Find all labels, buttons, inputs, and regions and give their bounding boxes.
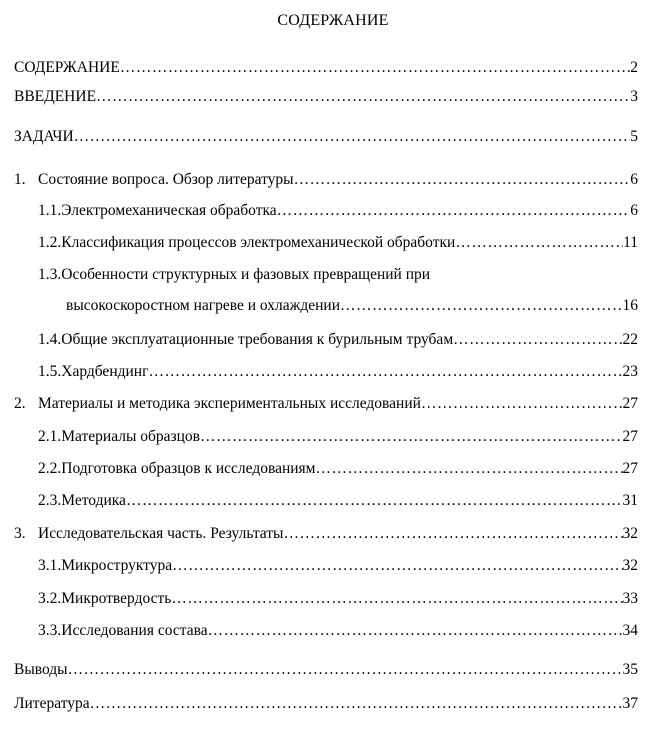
- toc-entry[interactable]: [38, 265, 638, 285]
- leader-dots: [294, 170, 631, 190]
- toc-entry-number: 1.1.: [38, 202, 62, 219]
- leader-dots: [340, 296, 623, 316]
- toc-entry-page: 2: [630, 59, 638, 76]
- toc-entry-number: 3.2.: [38, 590, 62, 607]
- toc-entry[interactable]: [14, 694, 638, 714]
- toc-entry[interactable]: [38, 427, 638, 447]
- toc-entry-text: Исследования состава: [61, 622, 208, 639]
- leader-dots: [148, 362, 622, 382]
- toc-entry-number: 3.3.: [38, 622, 62, 639]
- toc-entry[interactable]: [38, 589, 638, 609]
- toc-entry-text: СОДЕРЖАНИЕ: [14, 59, 120, 76]
- toc-entry-text: Литература: [14, 695, 90, 712]
- toc-entry-page: 32: [622, 525, 638, 542]
- toc-entry-number: 1.3.: [38, 266, 62, 283]
- toc-entry-text: Исследовательская часть. Результаты: [38, 525, 284, 542]
- toc-entry-page: 32: [622, 557, 638, 574]
- toc-entry-page: 16: [622, 297, 638, 314]
- toc-entry-number: 2.2.: [38, 460, 62, 477]
- leader-dots: [171, 589, 622, 609]
- toc-entry[interactable]: [38, 330, 638, 350]
- page-title: СОДЕРЖАНИЕ: [277, 12, 389, 29]
- toc-entry[interactable]: [14, 660, 638, 680]
- toc-entry-page: 22: [622, 331, 638, 348]
- toc-entry-text: ЗАДАЧИ: [14, 128, 74, 145]
- toc-entry-page: 35: [622, 661, 638, 678]
- toc-entry-text: Электромеханическая обработка: [61, 202, 277, 219]
- toc-entry-number: 2.: [14, 395, 26, 412]
- leader-dots: [172, 556, 622, 576]
- toc-entry-text: Хардбендинг: [61, 363, 149, 380]
- toc-entry-page: 5: [630, 128, 638, 145]
- leader-dots: [208, 621, 623, 641]
- toc-entry-text: Классификация процессов электромеханической обработки: [61, 234, 456, 251]
- leader-dots: [453, 330, 622, 350]
- leader-dots: [74, 127, 631, 147]
- toc-entry-text: Методика: [61, 492, 126, 509]
- toc-entry[interactable]: [14, 524, 638, 544]
- toc-entry[interactable]: [38, 459, 638, 479]
- toc-entry-text: Состояние вопроса. Обзор литературы: [38, 171, 294, 188]
- toc-entry[interactable]: [14, 127, 638, 147]
- toc-entry-text: Общие эксплуатационные требования к бурильным трубам: [61, 331, 454, 348]
- toc-entry-page: 27: [622, 395, 638, 412]
- toc-entry[interactable]: [38, 556, 638, 576]
- toc-entry-number: 3.1.: [38, 557, 62, 574]
- toc-entry-text: ВВЕДЕНИЕ: [14, 88, 97, 105]
- toc-entry-number: 1.2.: [38, 234, 62, 251]
- toc-entry-text: Материалы и методика экспериментальных исследований: [38, 395, 421, 412]
- toc-entry-text: Особенности структурных и фазовых превращений при: [61, 266, 431, 283]
- toc-entry-page: 37: [622, 695, 638, 712]
- toc-entry-number: 1.5.: [38, 363, 62, 380]
- toc-entry-page: 27: [622, 428, 638, 445]
- toc-entry-page: 3: [630, 88, 638, 105]
- toc-entry[interactable]: [14, 170, 638, 190]
- leader-dots: [200, 427, 622, 447]
- leader-dots: [283, 524, 622, 544]
- toc-entry-page: 23: [622, 363, 638, 380]
- toc-entry-page: 33: [622, 590, 638, 607]
- toc-entry-continuation[interactable]: [66, 296, 638, 316]
- toc-entry[interactable]: [14, 394, 638, 414]
- leader-dots: [421, 394, 623, 414]
- toc-entry-text: Материалы образцов: [61, 428, 201, 445]
- toc-entry[interactable]: [14, 58, 638, 78]
- toc-entry-number: 2.3.: [38, 492, 62, 509]
- toc-entry-number: 2.1.: [38, 428, 62, 445]
- leader-dots: [316, 459, 623, 479]
- toc-entry-page: 27: [622, 460, 638, 477]
- toc-entry-number: 1.: [14, 171, 26, 188]
- toc-entry-page: 11: [623, 234, 638, 251]
- toc-entry[interactable]: [38, 621, 638, 641]
- leader-dots: [90, 694, 623, 714]
- toc-entry-text: Подготовка образцов к исследованиям: [61, 460, 316, 477]
- toc-entry-page: 31: [622, 492, 638, 509]
- toc-entry-page: 6: [630, 171, 638, 188]
- leader-dots: [96, 87, 630, 107]
- toc-entry-text: Микротвердость: [61, 590, 172, 607]
- toc-entry[interactable]: [38, 491, 638, 511]
- toc-entry-number: 3.: [14, 525, 26, 542]
- toc-entry-text: Выводы: [14, 661, 68, 678]
- leader-dots: [126, 491, 623, 511]
- toc-entry-text: высокоскоростном нагреве и охлаждении: [66, 297, 340, 314]
- toc-entry-number: 1.4.: [38, 331, 62, 348]
- leader-dots: [120, 58, 630, 78]
- leader-dots: [68, 660, 623, 680]
- toc-entry-page: 6: [630, 202, 638, 219]
- toc-entry-text: Микроструктура: [61, 557, 173, 574]
- toc-entry[interactable]: [38, 233, 638, 253]
- toc-entry[interactable]: [14, 87, 638, 107]
- toc-entry[interactable]: [38, 362, 638, 382]
- toc-entry[interactable]: [38, 201, 638, 221]
- toc-entry-page: 34: [622, 622, 638, 639]
- leader-dots: [455, 233, 623, 253]
- leader-dots: [277, 201, 631, 221]
